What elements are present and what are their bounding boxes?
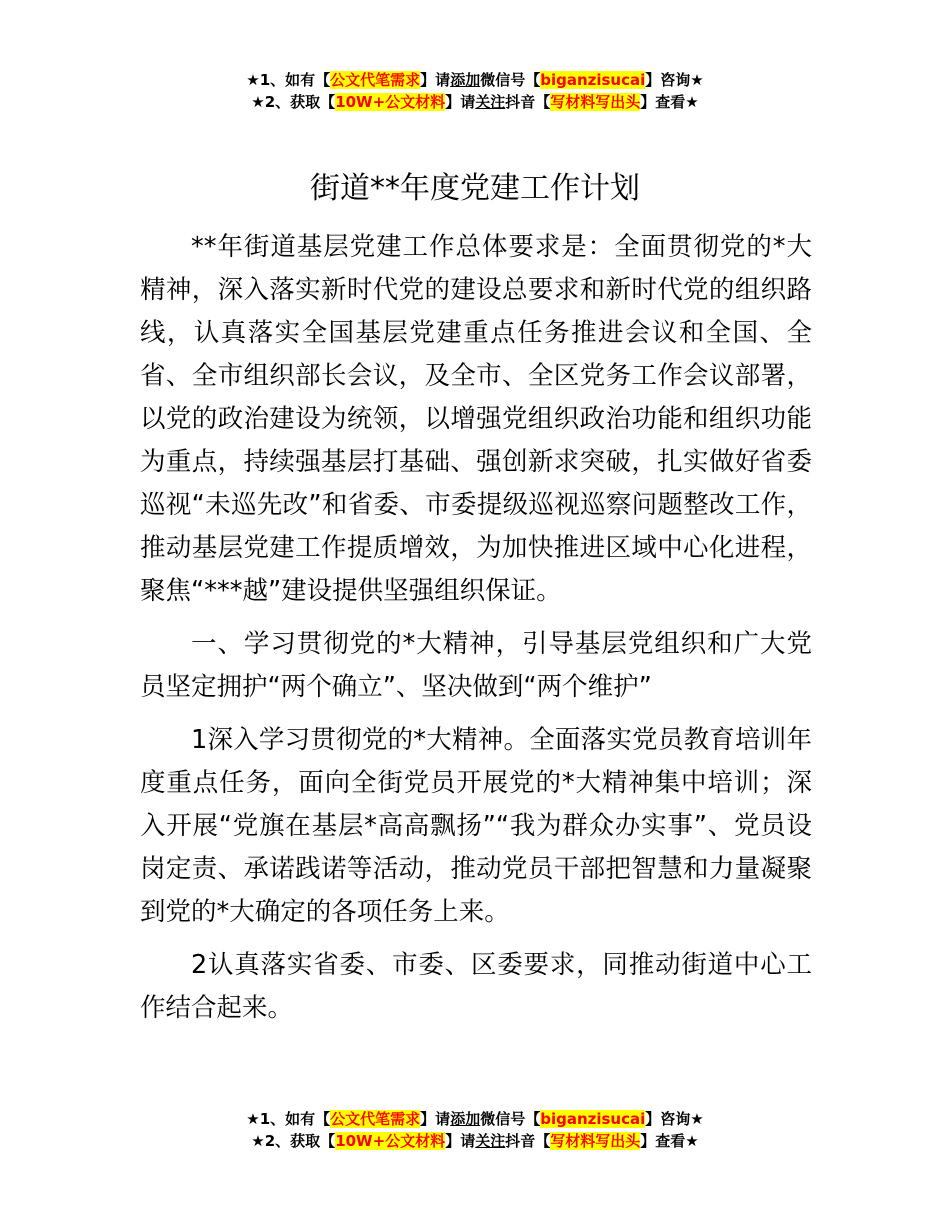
notice-highlight: 写材料写出头 [550, 1132, 641, 1150]
notice-highlight: biganzisucai [540, 1110, 646, 1128]
notice-text: ★1、如有【 [246, 1110, 331, 1128]
notice-text: 】查看★ [640, 1132, 699, 1150]
document-title: 街道**年度党建工作计划 [310, 171, 640, 206]
document-body [140, 226, 812, 1040]
paragraph-item-1: 1深入学习贯彻党的*大精神。全面落实党员教育培训年度重点任务，面向全街党员开展党的*大精神集中培训；深入开展“党旗在基层*高高飘扬”“我为群众办实事”、党员设岗定责、承诺践诺等活动，推动党员干部把智慧和力量凝聚到党的*大确定的各项任务上来。 [140, 725, 812, 927]
footer-notice-line-1 [0, 1108, 950, 1130]
notice-underlined: 添加 [450, 71, 481, 89]
notice-underlined: 关注 [475, 1132, 506, 1150]
notice-text: 微信号【 [480, 1110, 541, 1128]
notice-highlight: 10W+公文材料 [335, 1132, 446, 1150]
notice-text: 】咨询★ [645, 71, 704, 89]
footer-notice [0, 1108, 950, 1152]
notice-text: 抖音【 [505, 93, 551, 111]
notice-text: 】请 [420, 71, 451, 89]
notice-text: ★1、如有【 [246, 71, 331, 89]
notice-highlight: 10W+公文材料 [335, 93, 446, 111]
header-notice-line-2 [0, 91, 950, 113]
notice-text: 】查看★ [640, 93, 699, 111]
notice-text: 】请 [420, 1110, 451, 1128]
notice-highlight: 写材料写出头 [550, 93, 641, 111]
notice-text: 抖音【 [505, 1132, 551, 1150]
header-notice-line-1 [0, 69, 950, 91]
notice-highlight: biganzisucai [540, 71, 646, 89]
notice-text: ★2、获取【 [251, 1132, 336, 1150]
notice-text: ★2、获取【 [251, 93, 336, 111]
footer-notice-line-2 [0, 1130, 950, 1152]
notice-text: 微信号【 [480, 71, 541, 89]
notice-text: 】请 [445, 93, 476, 111]
notice-highlight: 公文代笔需求 [330, 1110, 421, 1128]
paragraph-intro: **年街道基层党建工作总体要求是：全面贯彻党的*大精神，深入落实新时代党的建设总要求和新时代党的组织路线，认真落实全国基层党建重点任务推进会议和全国、全省、全市组织部长会议，及全市、全区党务工作会议部署，以党的政治建设为统领，以增强党组织政治功能和组织功能为重点，持续强基层打基础、强创新求突破，扎实做好省委巡视“未巡先改”和省委、市委提级巡视巡察问题整改工作，推动基层党建工作提质增效，为加快推进区域中心化进程，聚焦“***越”建设提供坚强组织保证。 [140, 232, 812, 606]
header-notice [0, 69, 950, 113]
notice-underlined: 关注 [475, 93, 506, 111]
notice-text: 】咨询★ [645, 1110, 704, 1128]
paragraph-item-2: 2认真落实省委、市委、区委要求，同推动街道中心工作结合起来。 [140, 950, 812, 1023]
notice-underlined: 添加 [450, 1110, 481, 1128]
notice-text: 】请 [445, 1132, 476, 1150]
paragraph-section-1-heading: 一、学习贯彻党的*大精神，引导基层党组织和广大党员坚定拥护“两个确立”、坚决做到“两个维护” [140, 629, 812, 702]
notice-highlight: 公文代笔需求 [330, 71, 421, 89]
